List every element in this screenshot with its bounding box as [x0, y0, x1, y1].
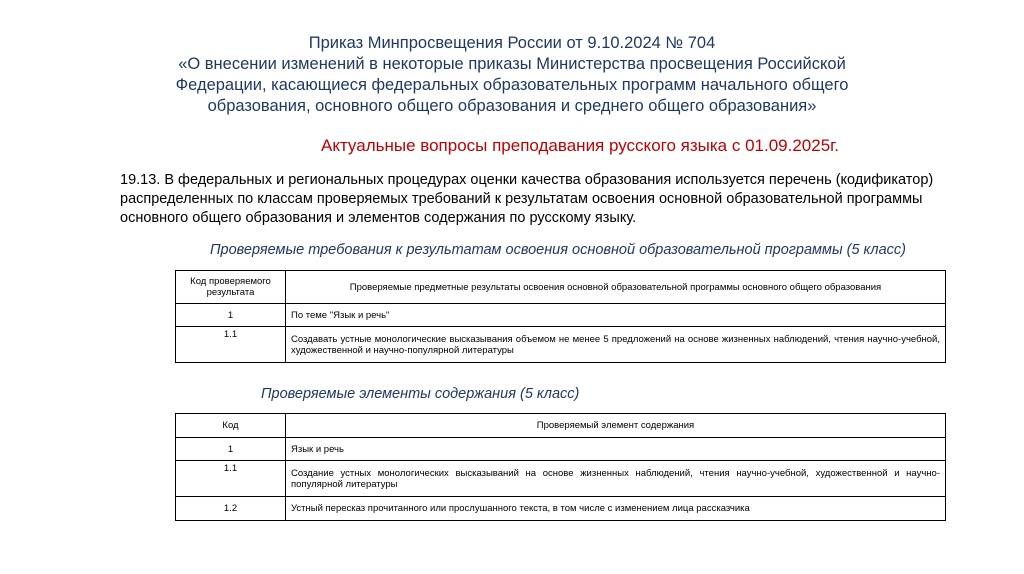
- row-code: 1.2: [176, 497, 286, 521]
- row-text: Создание устных монологических высказываний на основе жизненных наблюдений, чтения научно-учебной, художественной и научно-популярной литературы: [286, 461, 946, 497]
- table-row: [176, 438, 946, 461]
- header-line-4: образования, основного общего образования и среднего общего образования»: [207, 97, 817, 115]
- header-line-2: «О внесении изменений в некоторые приказы Министерства просвещения Российской: [178, 55, 846, 73]
- table-row: [176, 461, 946, 497]
- header-code: Код: [176, 414, 286, 438]
- header-line-3: Федерации, касающиеся федеральных образовательных программ начального общего: [175, 76, 849, 94]
- row-code: 1.1: [176, 461, 286, 497]
- row-text: Устный пересказ прочитанного или прослушанного текста, в том числе с изменением лица рассказчика: [286, 497, 946, 521]
- table-header-row: [176, 271, 946, 304]
- table-row: [176, 327, 946, 363]
- subtitle: Актуальные вопросы преподавания русского языка с 01.09.2025г.: [320, 136, 840, 155]
- table1-caption: Проверяемые требования к результатам освоения основной образовательной программы (5 класс): [210, 242, 906, 258]
- table2-caption: Проверяемые элементы содержания (5 класс): [261, 386, 580, 402]
- paragraph-line-2: распределенных по классам проверяемых требований к результатам освоения основной образовательной программы: [120, 191, 923, 207]
- row-code: 1: [176, 438, 286, 461]
- content-elements-table: [175, 413, 946, 521]
- paragraph-19-13: [120, 171, 980, 228]
- row-code: 1.1: [176, 327, 286, 363]
- table-header-row: [176, 414, 946, 438]
- row-text: По теме "Язык и речь": [286, 304, 946, 327]
- header-results: Проверяемые предметные результаты освоения основной образовательной программы основного общего образования: [286, 271, 946, 304]
- header-line-1: Приказ Минпросвещения России от 9.10.2024 № 704: [308, 34, 716, 52]
- row-code: 1: [176, 304, 286, 327]
- row-text: Создавать устные монологические высказывания объемом не менее 5 предложений на основе жизненных наблюдений, чтения научно-учебной, художественной и научно-популярной литературы: [286, 327, 946, 363]
- paragraph-line-1: 19.13. В федеральных и региональных процедурах оценки качества образования используется перечень (кодификатор): [120, 172, 934, 188]
- row-text: Язык и речь: [286, 438, 946, 461]
- document-header: [150, 33, 874, 117]
- requirements-table: [175, 270, 946, 363]
- header-code: Код проверяемого результата: [176, 271, 286, 304]
- table-row: [176, 497, 946, 521]
- table-row: [176, 304, 946, 327]
- header-element: Проверяемый элемент содержания: [286, 414, 946, 438]
- paragraph-line-3: основного общего образования и элементов содержания по русскому языку.: [120, 210, 637, 226]
